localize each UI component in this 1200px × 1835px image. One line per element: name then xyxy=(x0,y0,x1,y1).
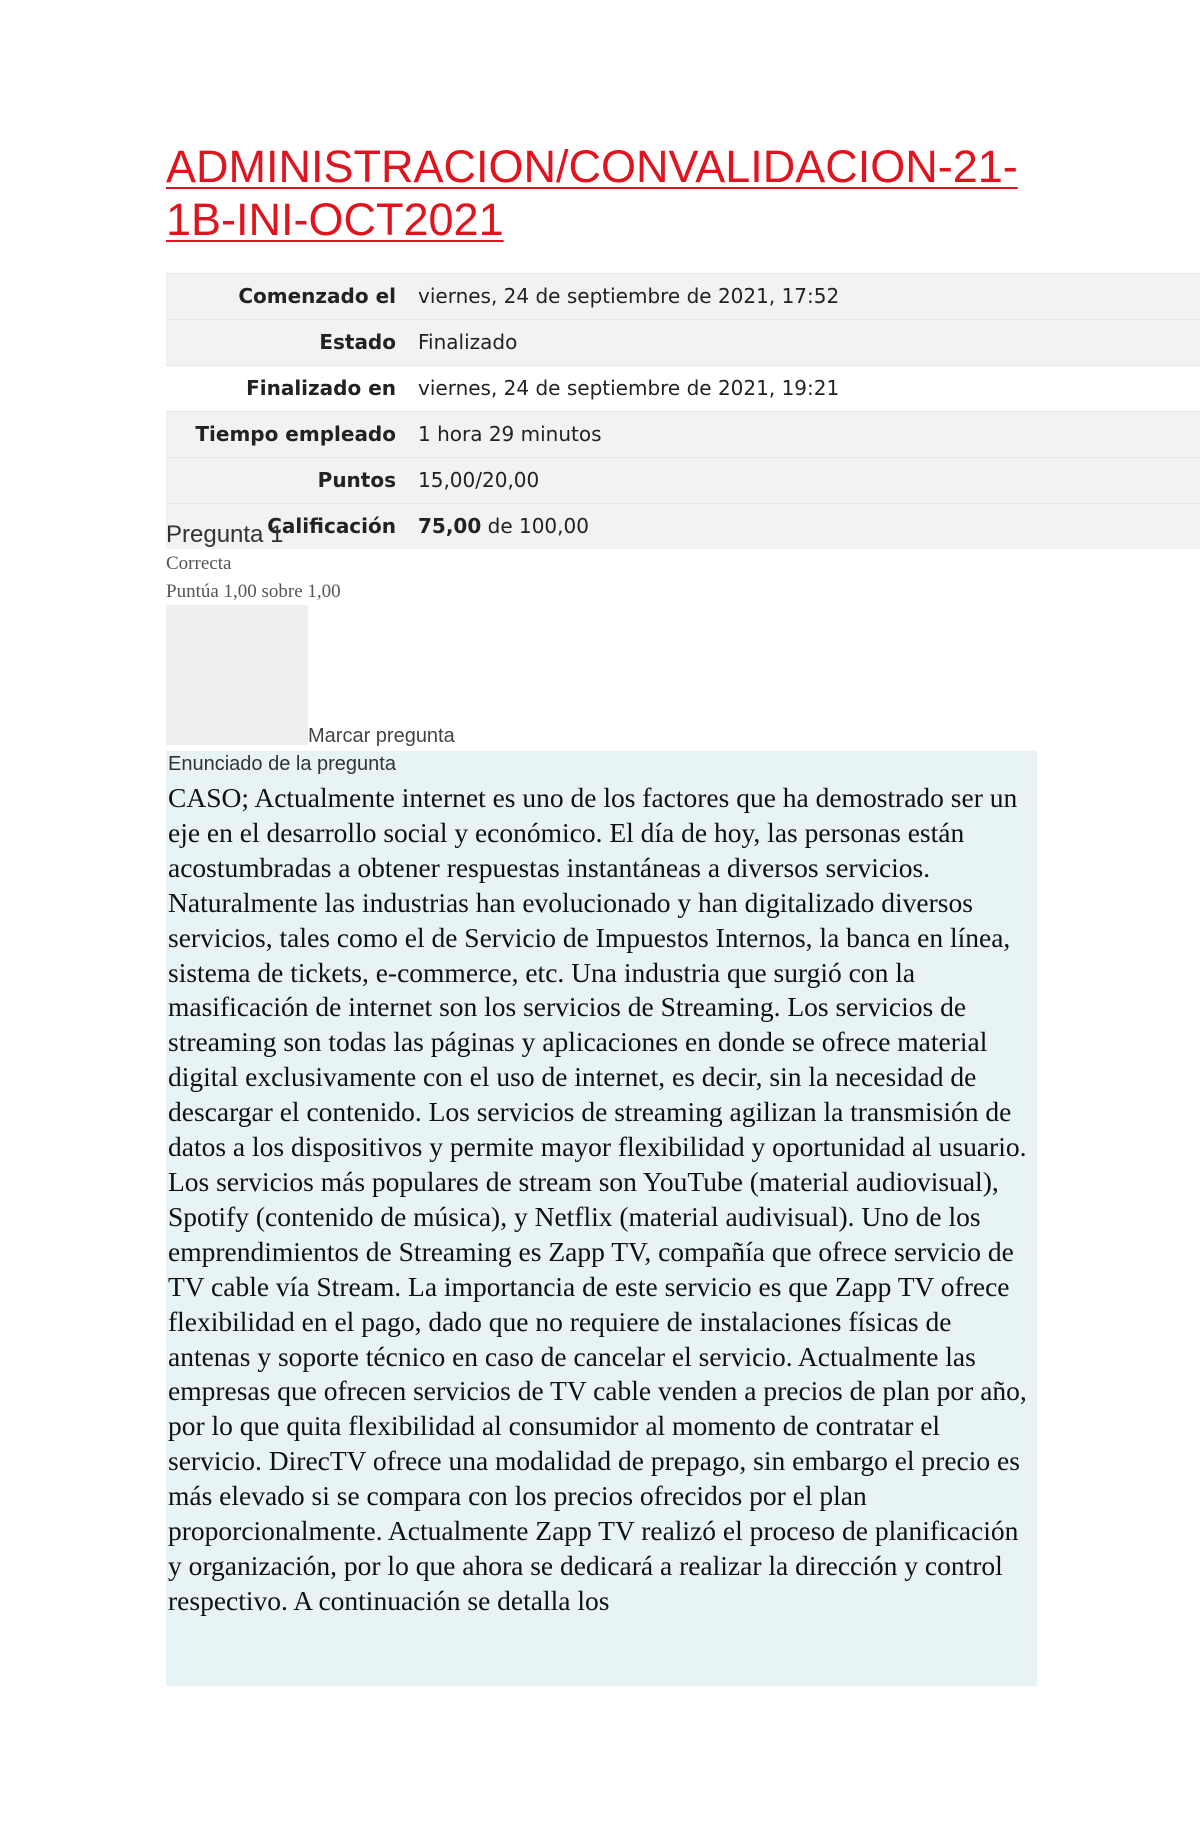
question-prompt-label: Enunciado de la pregunta xyxy=(168,753,396,775)
question-grade: Puntúa 1,00 sobre 1,00 xyxy=(166,581,341,602)
summary-row-time-taken xyxy=(166,412,1200,458)
summary-label-grade: Calificación xyxy=(166,504,406,550)
page-title-text: ADMINISTRACION/CONVALIDACION-21-1B-INI-OCT2021 xyxy=(166,141,1018,245)
summary-label-started: Comenzado el xyxy=(166,274,406,320)
summary-value-points: 15,00/20,00 xyxy=(406,458,1200,504)
summary-value-state: Finalizado xyxy=(406,320,1200,366)
summary-label-finished: Finalizado en xyxy=(246,376,396,400)
summary-value-grade-score: 75,00 xyxy=(418,514,482,538)
question-text: CASO; Actualmente internet es uno de los factores que ha demostrado ser un eje en el desarrollo social y económico. El día de hoy, las personas están acostumbradas a obtener respuestas instantáneas a diversos servicios. Naturalmente las industrias han evolucionado y han digitalizado diversos servicios, tales como el de Servicio de Impuestos Internos, la banca en línea, sistema de tickets, e-commerce, etc. Una industria que surgió con la masificación de internet son los servicios de Streaming. Los servicios de streaming son todas las páginas y aplicaciones en donde se ofrece material digital exclusivamente con el uso de internet, es decir, sin la necesidad de descargar el contenido. Los servicios de streaming agilizan la transmisión de datos a los dispositivos y permite mayor flexibilidad y oportunidad al usuario. Los servicios más populares de stream son YouTube (material audiovisual), Spotify (contenido de música), y Netflix (material audivisual). Uno de los emprendimientos de Streaming es Zapp TV, compañía que ofrece servicio de TV cable vía Stream. La importancia de este servicio es que Zapp TV ofrece flexibilidad en el pago, dado que no requiere de instalaciones físicas de antenas y soporte técnico en caso de cancelar el servicio. Actualmente las empresas que ofrecen servicios de TV cable venden a precios de plan por año, por lo que quita flexibilidad al consumidor al momento de contratar el servicio. DirecTV ofrece una modalidad de prepago, sin embargo el precio es más elevado si se compara con los precios ofrecidos por el plan proporcionalmente. Actualmente Zapp TV realizó el proceso de planificación y organización, por lo que ahora se dedicará a realizar la dirección y control respectivo. A continuación se detalla los xyxy=(168,782,1027,1616)
summary-row-finished xyxy=(166,366,1200,412)
question-number: Pregunta 1 xyxy=(166,521,284,548)
summary-label-state: Estado xyxy=(166,320,406,366)
summary-value-time-taken: 1 hora 29 minutos xyxy=(406,412,1200,458)
attempt-summary-table xyxy=(166,273,1200,549)
page-title xyxy=(166,140,1066,246)
summary-row-points xyxy=(166,458,1200,504)
summary-value-started: viernes, 24 de septiembre de 2021, 17:52 xyxy=(406,274,1200,320)
summary-value-grade xyxy=(406,504,1200,550)
summary-value-grade-max: de 100,00 xyxy=(487,514,589,538)
question-info-box xyxy=(166,605,308,745)
summary-row-state xyxy=(166,320,1200,366)
summary-label-time-taken: Tiempo empleado xyxy=(166,412,406,458)
summary-label-points: Puntos xyxy=(166,458,406,504)
summary-value-finished: viernes, 24 de septiembre de 2021, 19:21 xyxy=(418,376,840,400)
flag-question-link[interactable]: Marcar pregunta xyxy=(308,725,455,747)
question-state: Correcta xyxy=(166,553,232,574)
summary-row-started xyxy=(166,274,1200,320)
question-info xyxy=(166,520,406,606)
question-content xyxy=(166,751,1037,1686)
